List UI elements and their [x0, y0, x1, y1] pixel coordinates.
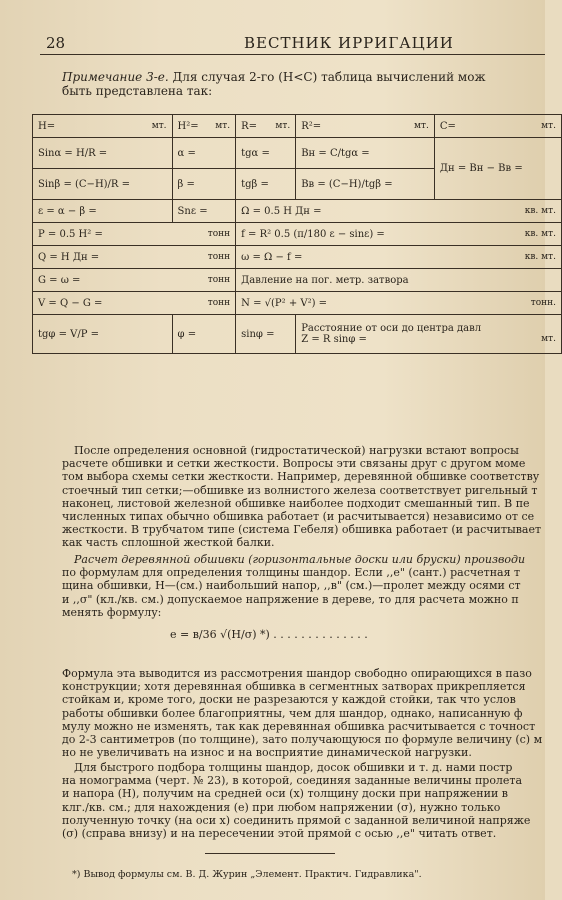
- table-row: H= мт. H²= мт. R= мт. R²= мт. C= мт.: [33, 115, 562, 138]
- page-header: [40, 34, 545, 52]
- note-text-1: Для случая 2-го (H<C) таблица вычислений мож: [172, 70, 486, 84]
- footnote-rule: [205, 853, 335, 854]
- footnote: *) Вывод формулы см. В. Д. Журин „Элемент. Практич. Гидравлика".: [72, 869, 422, 880]
- table-row: Sinα = H/R = α = tgα = Bн = C/tgα = Дн = Вн − Вв =: [33, 138, 562, 169]
- table-row: G = ω = тонн Давление на пог. метр. затвора: [33, 269, 562, 292]
- table-row: ε = α − β = Snε = Ω = 0.5 H Дн = кв. мт.: [33, 200, 562, 223]
- table-row: V = Q − G = тонн N = √(P² + V²) = тонн.: [33, 292, 562, 315]
- header-rule: [40, 54, 545, 55]
- table-row: P = 0.5 H² = тонн f = R² 0.5 (π/180 ε − sinε) = кв. мт.: [33, 223, 562, 246]
- formula: e = в/36 √(H/σ) *) . . . . . . . . . . . . . .: [170, 628, 368, 641]
- table-row: tgφ = V/P = φ = sinφ = Расстояние от оси до центра давл Z = R sinφ = мт.: [33, 315, 562, 354]
- note-line-2: быть представлена так:: [62, 84, 213, 98]
- page-number: 28: [46, 34, 66, 52]
- journal-title: ВЕСТНИК ИРРИГАЦИИ: [244, 34, 454, 52]
- paragraph-1: После определения основной (гидростатической) нагрузки встают вопросы расчете обшивки и сетки жесткости. Вопросы эти связаны друг с другом моме том выбора схемы сетки жесткости. Например, деревянной обшивке соответству стоечный тип сетки;—обшивке из волнистого железа соответствует ригельный т наконец, листовой железной обшивке наиболее подходит смешанный тип. В пе численных типах обычно обшивка работает (и расчитывается) независимо от се жесткости. В трубчатом типе (система Гебеля) обшивка работает (и расчитывает как часть сплошной жесткой балки.: [62, 444, 542, 550]
- paragraph-2: Расчет деревянной обшивки (горизонтальные доски или бруски) производи по формулам для определения толщины шандор. Если ,,e" (сант.) расчетная т щина обшивки, H—(см.) наибольший напор, ,,в" (см.)—пролет между осями ст и ,,σ" (кл./кв. см.) допускаемое напряжение в дереве, то для расчета можно п менять формулу:: [62, 553, 526, 619]
- paragraph-4: Для быстрого подбора толщины шандор, досок обшивки и т. д. нами постр на номограмма (черт. № 23), в которой, соединяя заданные величины пролета и напора (H), получим на средней оси (x) толщину доски при напряжении в клг./кв. см.; для нахождения (e) при любом напряжении (σ), нужно только полученную точку (на оси x) соединить прямой с заданной величиной напряже (σ) (справа внизу) и на пересечении этой прямой с осью ,,e" читать ответ.: [62, 761, 531, 841]
- table-row: Q = H Дн = тонн ω = Ω − f = кв. мт.: [33, 246, 562, 269]
- note-line-1: [62, 70, 485, 85]
- table-row: Sinβ = (C−H)/R = β = tgβ = Bв = (C−H)/tgβ =: [33, 169, 562, 200]
- calculation-table: [32, 114, 562, 354]
- paragraph-3: Формула эта выводится из рассмотрения шандор свободно опирающихся в пазо конструкции; хотя деревянная обшивка в сегментных затворах прикрепляется стойкам и, кроме того, доски не разрезаются у каждой стойки, так что услов работы обшивки более благоприятны, чем для шандор, однако, написанную ф мулу можно не изменять, так как деревянная обшивка расчитывается с точност до 2-3 сантиметров (по толщине), зато получающуюся по формуле величину (с) м но не увеличивать на износ и на восприятие динамической нагрузки.: [62, 667, 543, 760]
- note-label: Примечание 3-е.: [62, 70, 169, 84]
